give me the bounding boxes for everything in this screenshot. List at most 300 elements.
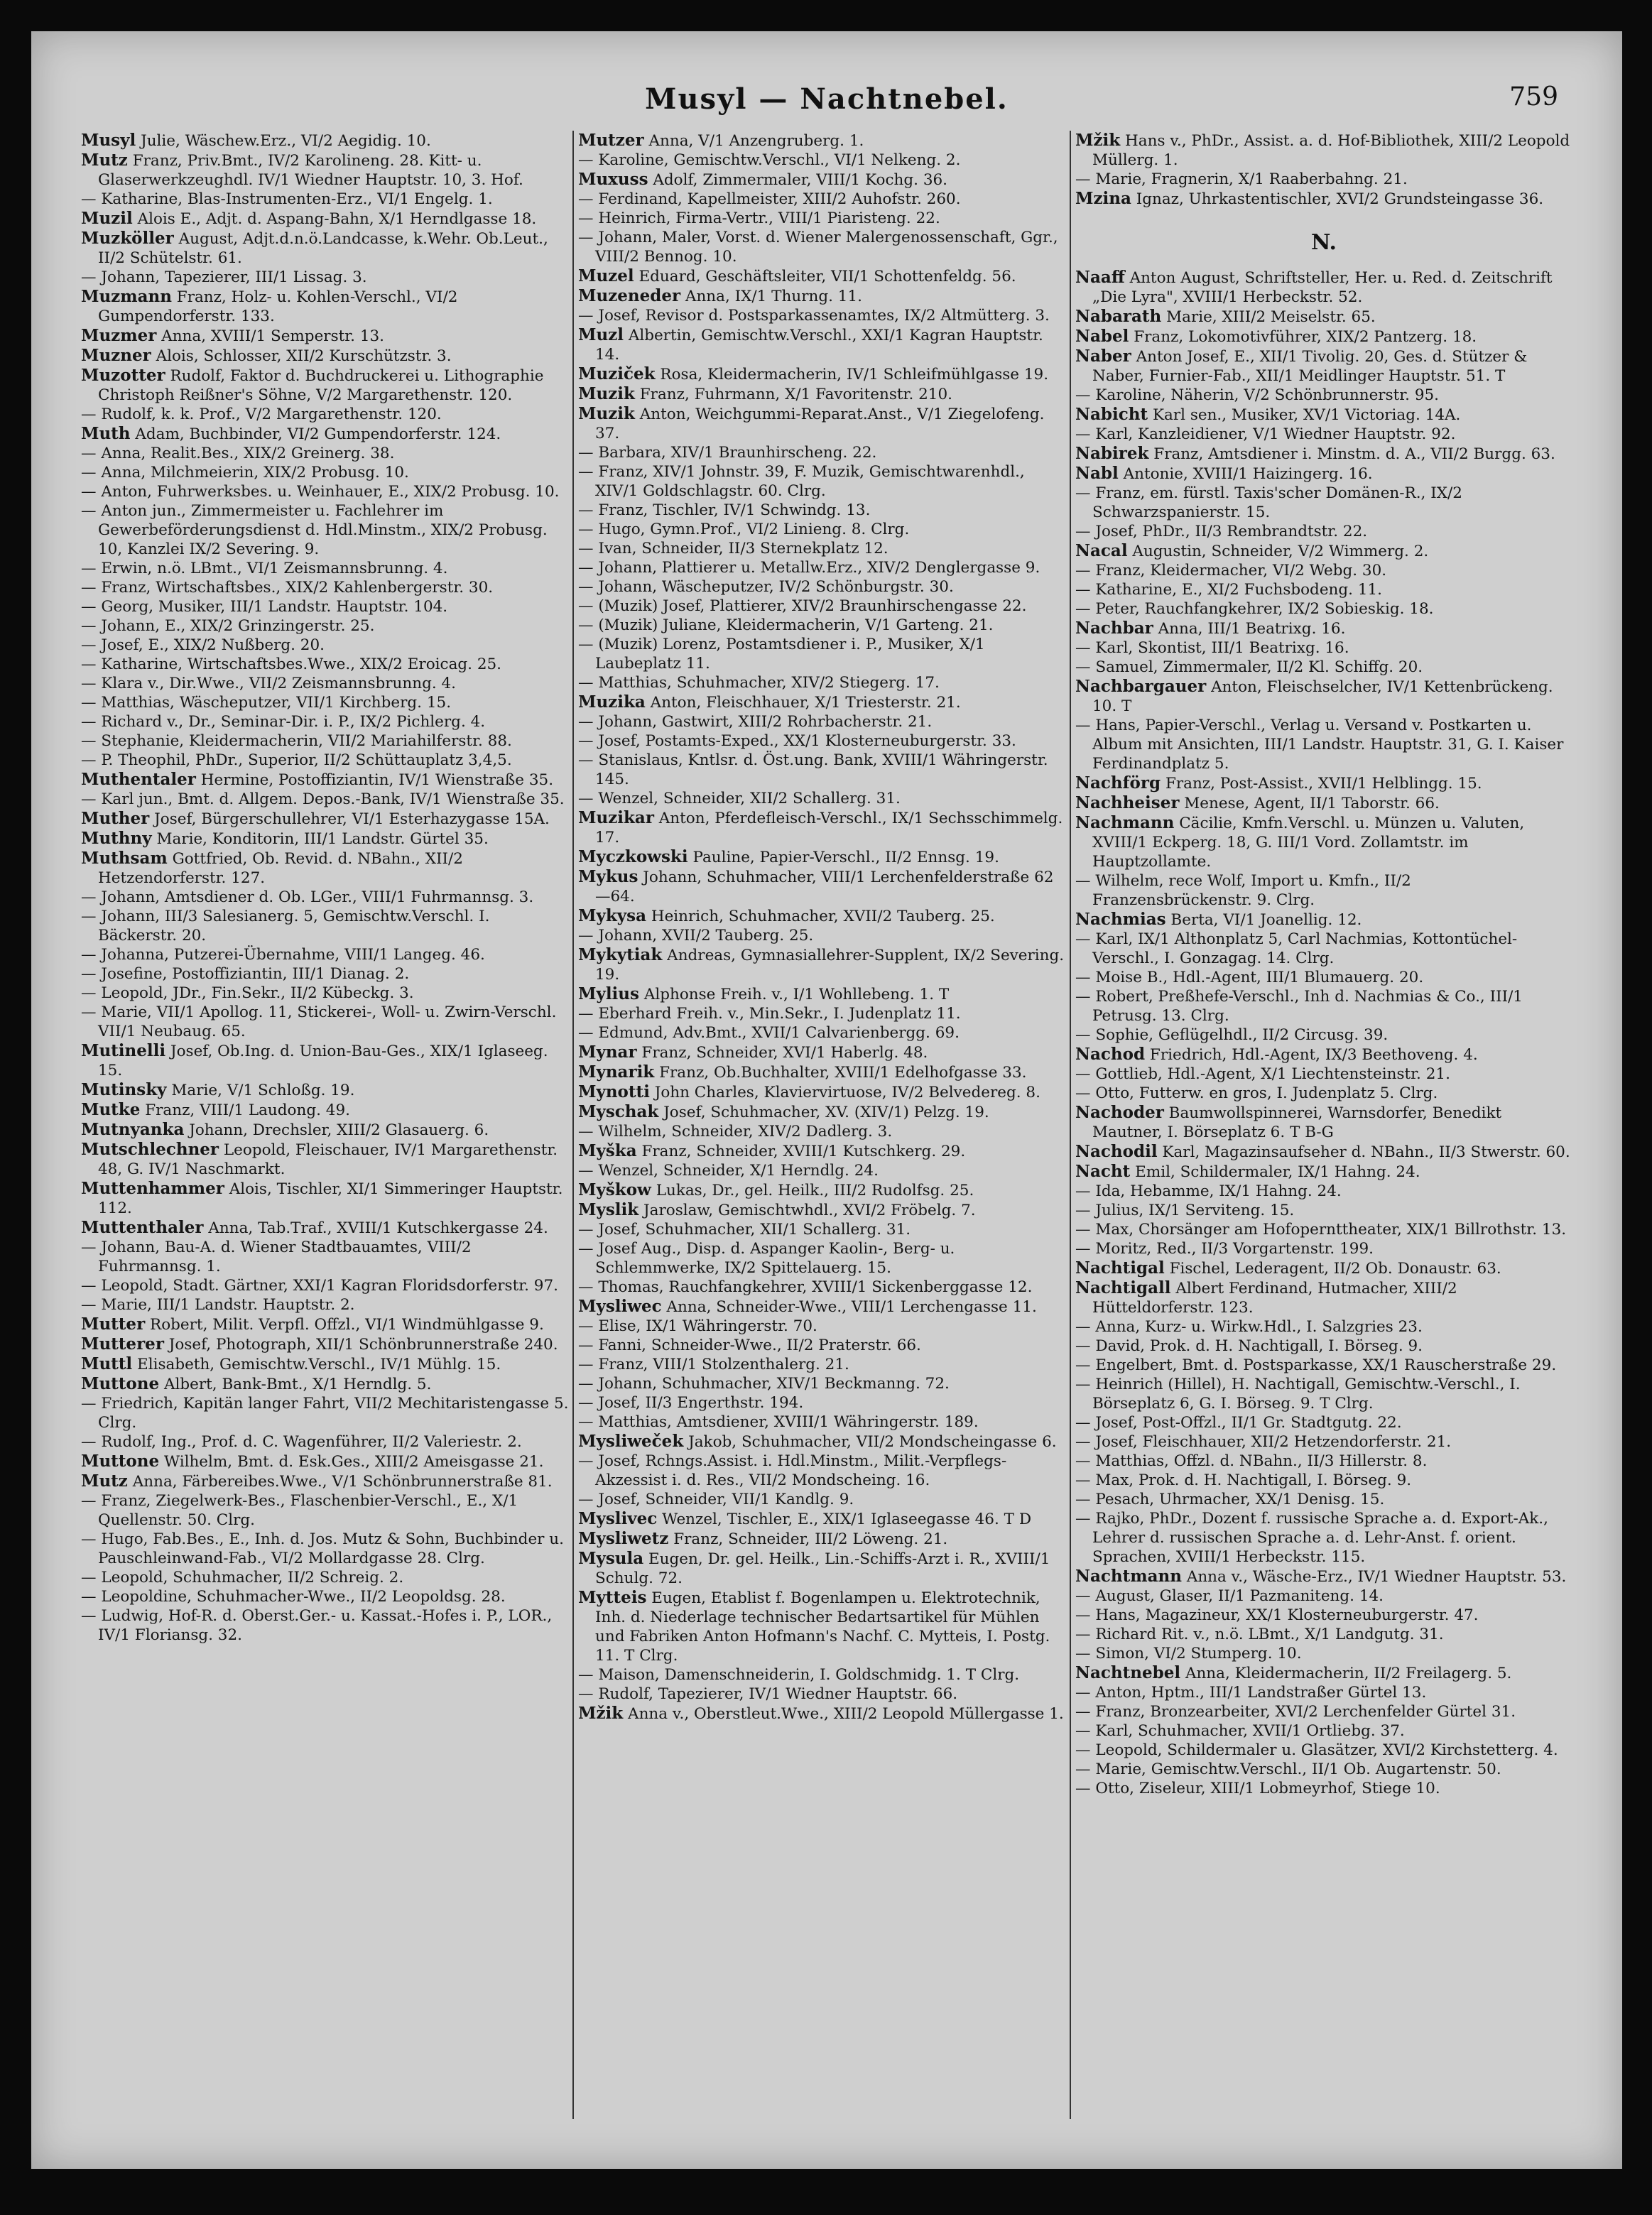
entry-details: — Katharine, E., XI/2 Fuchsbodeng. 11. — [1075, 581, 1383, 599]
directory-entry — [578, 501, 1068, 520]
entry-details: Eduard, Geschäftsleiter, VII/1 Schottenfeldg. 56. — [638, 268, 1016, 285]
entry-surname: Myslivec — [578, 1509, 658, 1528]
entry-details: — Leopoldine, Schuhmacher-Wwe., II/2 Leopoldsg. 28. — [81, 1588, 506, 1606]
entry-details: John Charles, Klaviervirtuose, IV/2 Belvedereg. 8. — [654, 1084, 1040, 1101]
directory-entry — [1075, 425, 1572, 444]
entry-details: Friedrich, Hdl.-Agent, IX/3 Beethoveng. 4. — [1149, 1046, 1478, 1064]
entry-details: Franz, VIII/1 Laudong. 49. — [145, 1101, 350, 1119]
entry-details: — Josef, Schneider, VII/1 Kandlg. 9. — [578, 1491, 854, 1508]
entry-surname: Mutter — [81, 1315, 146, 1334]
directory-page — [31, 31, 1622, 2169]
directory-entry — [578, 1588, 1068, 1665]
entry-details: Andreas, Gymnasiallehrer-Supplent, IX/2 Severing. 19. — [595, 947, 1065, 984]
directory-entry — [81, 1606, 571, 1645]
directory-entry — [81, 616, 571, 636]
directory-entry — [1075, 561, 1572, 580]
entry-details: — Johanna, Putzerei-Übernahme, VIII/1 Langeg. 46. — [81, 946, 485, 964]
entry-details: Anna, III/1 Beatrixg. 16. — [1158, 620, 1346, 638]
directory-entry — [81, 1238, 571, 1276]
entry-surname: Mzina — [1075, 189, 1131, 208]
entry-details: Albertin, Gemischtw.Verschl., XXI/1 Kagran Hauptstr. 14. — [595, 327, 1043, 364]
directory-entry — [578, 443, 1068, 462]
directory-entry — [81, 655, 571, 674]
entry-details: — Johann, Wäscheputzer, IV/2 Schönburgstr. 30. — [578, 578, 954, 596]
entry-surname: Mykytiak — [578, 945, 663, 964]
entry-details: — Marie, VII/1 Apollog. 11, Stickerei-, Woll- u. Zwirn-Verschl. VII/1 Neubaug. 65. — [81, 1003, 557, 1040]
entry-surname: Muziček — [578, 364, 656, 383]
directory-entry — [578, 286, 1068, 306]
entry-details: — Stanislaus, Kntlsr. d. Öst.ung. Bank, XVIII/1 Währingerstr. 145. — [578, 751, 1048, 788]
entry-details: Karl, Magazinsaufseher d. NBahn., II/3 Stwerstr. 60. — [1162, 1143, 1570, 1161]
directory-entry — [81, 770, 571, 790]
entry-details: — Hans, Magazineur, XX/1 Klosterneuburgerstr. 47. — [1075, 1606, 1479, 1624]
entry-surname: Nachtigall — [1075, 1278, 1171, 1297]
entry-details: — Anna, Milchmeierin, XIX/2 Probusg. 10. — [81, 464, 409, 481]
directory-entry — [578, 1490, 1068, 1509]
entry-details: — Friedrich, Kapitän langer Fahrt, VII/2 Mechitaristengasse 5. Clrg. — [81, 1395, 569, 1432]
directory-entry — [81, 1140, 571, 1179]
entry-details: Eugen, Etablist f. Bogenlampen u. Elektrotechnik, Inh. d. Niederlage technischer Bedartsartikel für Mühlen und Fabriken Anton Hofmann's Nachf. C. Mytteis, I. Postg. 11. T Clrg. — [595, 1589, 1050, 1665]
directory-entry — [1075, 1452, 1572, 1471]
directory-entry — [81, 1432, 571, 1452]
entry-details: — Leopold, Schildermaler u. Glasätzer, XVI/2 Kirchstetterg. 4. — [1075, 1741, 1558, 1759]
directory-entry — [578, 384, 1068, 404]
directory-entry — [578, 867, 1068, 906]
entry-details: — Anna, Kurz- u. Wirkw.Hdl., I. Salzgries 23. — [1075, 1318, 1423, 1336]
entry-surname: Nabirek — [1075, 444, 1149, 463]
directory-entry — [81, 578, 571, 597]
directory-entry — [1075, 170, 1572, 189]
directory-entry — [578, 1336, 1068, 1355]
directory-entry — [81, 1471, 571, 1491]
entry-details: — Franz, Ziegelwerk-Bes., Flaschenbier-Verschl., E., X/1 Quellenstr. 50. Clrg. — [81, 1492, 518, 1529]
entry-surname: Myškow — [578, 1180, 651, 1199]
directory-entry — [578, 1509, 1068, 1529]
page-number: 759 — [1509, 82, 1558, 111]
entry-details: Anna, Kleidermacherin, II/2 Freilagerg. 5. — [1185, 1665, 1512, 1682]
entry-surname: Nachodil — [1075, 1142, 1158, 1161]
directory-entry — [81, 1080, 571, 1100]
directory-entry — [81, 1003, 571, 1041]
directory-entry — [578, 404, 1068, 443]
directory-entry — [578, 1180, 1068, 1200]
directory-entry — [81, 636, 571, 655]
column-left — [81, 131, 571, 2119]
entry-details: — Gottlieb, Hdl.-Agent, X/1 Liechtensteinstr. 21. — [1075, 1065, 1450, 1083]
entry-surname: Mynotti — [578, 1082, 650, 1101]
entry-details: Alois E., Adjt. d. Aspang-Bahn, X/1 Herndlgasse 18. — [137, 210, 537, 228]
entry-details: Fischel, Lederagent, II/2 Ob. Donaustr. 63. — [1169, 1260, 1501, 1278]
directory-entry — [1075, 1182, 1572, 1201]
entry-details: Anna v., Wäsche-Erz., IV/1 Wiedner Hauptstr. 53. — [1186, 1568, 1567, 1586]
directory-entry — [578, 906, 1068, 926]
directory-entry — [1075, 677, 1572, 716]
directory-entry — [578, 1141, 1068, 1161]
entry-details: — Samuel, Zimmermaler, II/2 Kl. Schiffg. 20. — [1075, 658, 1423, 676]
entry-details: — Fanni, Schneider-Wwe., II/2 Praterstr. 66. — [578, 1337, 921, 1354]
entry-surname: Mysula — [578, 1549, 644, 1568]
directory-entry — [578, 926, 1068, 945]
entry-details: — Matthias, Amtsdiener, XVIII/1 Währingerstr. 189. — [578, 1413, 979, 1431]
entry-details: — Franz, Bronzearbeiter, XVI/2 Lerchenfelder Gürtel 31. — [1075, 1703, 1516, 1721]
directory-entry — [1075, 386, 1572, 405]
entry-details: — Marie, Gemischtw.Verschl., II/1 Ob. Augartenstr. 50. — [1075, 1760, 1501, 1778]
entry-surname: Nachbargauer — [1075, 677, 1207, 696]
entry-details: — Karl, Kanzleidiener, V/1 Wiedner Hauptstr. 92. — [1075, 425, 1456, 443]
entry-surname: Muxuss — [578, 170, 648, 189]
directory-entry — [1075, 619, 1572, 638]
directory-entry — [81, 463, 571, 482]
entry-surname: Nabicht — [1075, 405, 1148, 424]
entry-details: — Max, Prok. d. H. Nachtigall, I. Börseg. 9. — [1075, 1471, 1412, 1489]
directory-entry — [81, 131, 571, 151]
directory-entry — [578, 1529, 1068, 1549]
directory-entry — [578, 712, 1068, 731]
entry-details: Cäcilie, Kmfn.Verschl. u. Münzen u. Valuten, XVIII/1 Eckperg. 18, G. III/1 Vord. Zollamtstr. im Hauptzollamte. — [1092, 815, 1525, 871]
directory-entry — [81, 1374, 571, 1394]
directory-entry — [81, 888, 571, 907]
entry-details: — Johann, Tapezierer, III/1 Lissag. 3. — [81, 268, 367, 286]
entry-details: — Simon, VI/2 Stumperg. 10. — [1075, 1645, 1302, 1662]
directory-entry — [1075, 1337, 1572, 1356]
directory-entry — [1075, 580, 1572, 599]
directory-entry — [1075, 268, 1572, 307]
entry-details: — Karl jun., Bmt. d. Allgem. Depos.-Bank, IV/1 Wienstraße 35. — [81, 790, 565, 808]
entry-details: Ignaz, Uhrkastentischler, XVI/2 Grundsteingasse 36. — [1136, 190, 1544, 208]
column-right — [1075, 131, 1572, 2119]
directory-entry — [1075, 1162, 1572, 1182]
directory-entry — [1075, 1606, 1572, 1625]
entry-details: — Josef, Postamts-Exped., XX/1 Klosterneuburgerstr. 33. — [578, 732, 1016, 750]
entry-surname: Muthny — [81, 829, 152, 848]
directory-entry — [1075, 1644, 1572, 1663]
entry-details: — Karl, Schuhmacher, XVII/1 Ortliebg. 37. — [1075, 1722, 1405, 1740]
directory-entry — [1075, 1567, 1572, 1587]
entry-details: — Anton, Fuhrwerksbes. u. Weinhauer, E., XIX/2 Probusg. 10. — [81, 483, 560, 501]
entry-surname: Musyl — [81, 131, 136, 150]
directory-entry — [1075, 1239, 1572, 1258]
entry-surname: Naaff — [1075, 268, 1125, 287]
entry-details: Anna, Färbereibes.Wwe., V/1 Schönbrunnerstraße 81. — [132, 1473, 553, 1491]
entry-details: August, Adjt.d.n.ö.Landcasse, k.Wehr. Ob.Leut., II/2 Schütelstr. 61. — [98, 230, 548, 267]
entry-details: — Engelbert, Bmt. d. Postsparkasse, XX/1 Rauscherstraße 29. — [1075, 1356, 1557, 1374]
directory-entry — [578, 635, 1068, 673]
directory-entry — [81, 693, 571, 712]
directory-entry — [81, 287, 571, 326]
entry-details: — Josef, Fleischhauer, XII/2 Hetzendorferstr. 21. — [1075, 1433, 1452, 1451]
entry-details: Josef, Ob.Ing. d. Union-Bau-Ges., XIX/1 Iglaseeg. 15. — [98, 1043, 548, 1079]
directory-entry — [81, 1491, 571, 1530]
entry-surname: Muzotter — [81, 366, 165, 385]
directory-entry — [578, 325, 1068, 364]
directory-entry — [578, 151, 1068, 170]
entry-details: — Karoline, Näherin, V/2 Schönbrunnerstr. 95. — [1075, 386, 1440, 404]
directory-entry — [81, 1354, 571, 1374]
directory-entry — [1075, 444, 1572, 464]
entry-surname: Muzl — [578, 325, 624, 344]
entry-details: — Wilhelm, Schneider, XIV/2 Dadlerg. 3. — [578, 1123, 893, 1141]
entry-details: Lukas, Dr., gel. Heilk., III/2 Rudolfsg. 25. — [656, 1182, 974, 1199]
directory-entry — [578, 364, 1068, 384]
directory-entry — [1075, 327, 1572, 347]
directory-entry — [81, 444, 571, 463]
entry-details: Albert Ferdinand, Hutmacher, XIII/2 Hütteldorferstr. 123. — [1092, 1280, 1457, 1317]
entry-details: — David, Prok. d. H. Nachtigall, I. Börseg. 9. — [1075, 1337, 1423, 1355]
directory-entry — [1075, 638, 1572, 658]
directory-entry — [1075, 1084, 1572, 1103]
directory-entry — [81, 1295, 571, 1315]
entry-surname: Myschak — [578, 1102, 659, 1121]
directory-entry — [81, 1218, 571, 1238]
entry-details: — Max, Chorsänger am Hofopernttheater, XIX/1 Billrothstr. 13. — [1075, 1221, 1567, 1239]
entry-surname: Mžik — [578, 1704, 624, 1723]
entry-details: — Ferdinand, Kapellmeister, XIII/2 Auhofstr. 260. — [578, 190, 961, 208]
directory-entry — [578, 1432, 1068, 1452]
column-divider — [1070, 131, 1071, 2119]
directory-entry — [578, 597, 1068, 616]
entry-surname: Mutz — [81, 1471, 128, 1491]
entry-surname: Mytteis — [578, 1588, 647, 1607]
entry-details: Jaroslaw, Gemischtwhdl., XVI/2 Fröbelg. 7. — [643, 1202, 976, 1219]
directory-entry — [81, 674, 571, 693]
directory-entry — [578, 731, 1068, 751]
entry-surname: Mutschlechner — [81, 1140, 219, 1159]
entry-details: Anna, XVIII/1 Semperstr. 13. — [161, 327, 385, 345]
entry-details: Gottfried, Ob. Revid. d. NBahn., XII/2 Hetzendorferstr. 127. — [98, 850, 463, 887]
entry-details: Johann, Schuhmacher, VIII/1 Lerchenfelderstraße 62—64. — [595, 869, 1054, 905]
directory-entry — [1075, 716, 1572, 773]
directory-entry — [1075, 1278, 1572, 1317]
directory-entry — [578, 1665, 1068, 1685]
entry-details: — Johann, Maler, Vorst. d. Wiener Malergenossenschaft, Ggr., VIII/2 Bennog. 10. — [578, 229, 1058, 266]
entry-details: — Josefine, Postoffiziantin, III/1 Dianag. 2. — [81, 965, 410, 983]
entry-details: Anton August, Schriftsteller, Her. u. Red. d. Zeitschrift „Die Lyra", XVIII/1 Herbeckstr. 52. — [1092, 269, 1553, 306]
directory-entry — [1075, 307, 1572, 327]
directory-entry — [1075, 347, 1572, 386]
directory-entry — [81, 190, 571, 209]
directory-entry — [578, 1297, 1068, 1317]
entry-details: Franz, Holz- u. Kohlen-Verschl., VI/2 Gumpendorferstr. 133. — [98, 288, 458, 325]
directory-entry — [81, 366, 571, 405]
directory-entry — [578, 616, 1068, 635]
entry-details: Anton, Weichgummi-Reparat.Anst., V/1 Ziegelofeng. 37. — [595, 406, 1045, 442]
directory-entry — [1075, 1317, 1572, 1337]
directory-entry — [578, 1102, 1068, 1122]
entry-surname: Mutinsky — [81, 1080, 167, 1099]
entry-details: Anton, Pferdefleisch-Verschl., IX/1 Sechsschimmelg. 17. — [595, 810, 1063, 847]
entry-details: Emil, Schildermaler, IX/1 Hahng. 24. — [1135, 1163, 1420, 1181]
entry-details: Franz, Fuhrmann, X/1 Favoritenstr. 210. — [639, 386, 953, 403]
entry-details: Franz, Schneider, XVIII/1 Kutschkerg. 29. — [641, 1143, 966, 1160]
directory-entry — [81, 1334, 571, 1354]
directory-entry — [81, 1120, 571, 1140]
directory-entry — [578, 789, 1068, 808]
entry-details: — Heinrich (Hillel), H. Nachtigall, Gemischtw.-Verschl., I. Börseplatz 6, G. I. Börseg. 9. T Clrg. — [1075, 1376, 1521, 1413]
entry-details: — August, Glaser, II/1 Pazmaniteng. 14. — [1075, 1587, 1384, 1605]
entry-surname: Mutterer — [81, 1334, 164, 1354]
directory-entry — [578, 1355, 1068, 1374]
entry-details: — Moritz, Red., II/3 Vorgartenstr. 199. — [1075, 1240, 1374, 1258]
entry-surname: Mysliweček — [578, 1432, 684, 1451]
directory-entry — [81, 405, 571, 424]
entry-details: Franz, Ob.Buchhalter, XVIII/1 Edelhofgasse 33. — [659, 1064, 1027, 1082]
entry-surname: Nachtigal — [1075, 1258, 1165, 1278]
section-heading: N. — [1311, 230, 1337, 255]
entry-details: — Katharine, Blas-Instrumenten-Erz., VI/1 Engelg. 1. — [81, 190, 493, 208]
entry-details: Anna, Tab.Traf., XVIII/1 Kutschkergasse 24. — [208, 1219, 548, 1237]
directory-entry — [578, 1161, 1068, 1180]
entry-details: Anton, Fleischhauer, X/1 Triesterstr. 21. — [650, 694, 961, 712]
directory-entry — [578, 1220, 1068, 1239]
entry-details: — (Muzik) Juliane, Kleidermacherin, V/1 Garteng. 21. — [578, 616, 994, 634]
entry-details: Augustin, Schneider, V/2 Wimmerg. 2. — [1132, 543, 1429, 560]
entry-details: Rudolf, Faktor d. Buchdruckerei u. Lithographie Christoph Reißner's Söhne, V/2 Margarethenstr. 120. — [98, 367, 544, 404]
entry-surname: Nachoder — [1075, 1103, 1164, 1122]
directory-entry — [578, 1685, 1068, 1704]
directory-entry — [578, 131, 1068, 151]
directory-entry — [1075, 1258, 1572, 1278]
directory-entry — [1075, 522, 1572, 541]
entry-details: — Matthias, Offzl. d. NBahn., II/3 Hillerstr. 8. — [1075, 1452, 1428, 1470]
entry-details: — Klara v., Dir.Wwe., VII/2 Zeismannsbrunng. 4. — [81, 675, 457, 692]
entry-details: Albert, Bank-Bmt., X/1 Herndlg. 5. — [163, 1376, 432, 1393]
directory-entry — [1075, 1375, 1572, 1413]
directory-entry — [1075, 658, 1572, 677]
directory-entry — [81, 501, 571, 559]
entry-surname: Nachförg — [1075, 773, 1161, 793]
entry-details: — Wilhelm, rece Wolf, Import u. Kmfn., II/2 Franzensbrückenstr. 9. Clrg. — [1075, 872, 1411, 909]
directory-entry — [1075, 1625, 1572, 1644]
entry-details: — Marie, Fragnerin, X/1 Raaberbahng. 21. — [1075, 170, 1408, 188]
entry-details: Pauline, Papier-Verschl., II/2 Ennsg. 19. — [692, 849, 999, 866]
directory-entry — [1075, 1065, 1572, 1084]
entry-details: — Franz, VIII/1 Stolzenthalerg. 21. — [578, 1356, 849, 1373]
entry-details: Marie, Konditorin, III/1 Landstr. Gürtel 35. — [156, 830, 489, 848]
entry-details: — Franz, em. fürstl. Taxis'scher Domänen-R., IX/2 Schwarzspanierstr. 15. — [1075, 484, 1462, 521]
entry-details: Rosa, Kleidermacherin, IV/1 Schleifmühlgasse 19. — [660, 366, 1049, 383]
entry-surname: Nachbar — [1075, 619, 1153, 638]
entry-details: — Josef, Rchngs.Assist. i. Hdl.Minstm., Milit.-Verpflegs-Akzessist i. d. Res., VII/2 Mondscheing. 16. — [578, 1452, 1007, 1489]
entry-details: Berta, VI/1 Joanellig. 12. — [1170, 911, 1362, 929]
entry-surname: Mutzer — [578, 131, 644, 150]
entry-details: Franz, Amtsdiener i. Minstm. d. A., VII/2 Burgg. 63. — [1153, 445, 1555, 463]
entry-details: — Anton, Hptm., III/1 Landstraßer Gürtel 13. — [1075, 1684, 1427, 1702]
entry-details: Wilhelm, Bmt. d. Esk.Ges., XIII/2 Ameisgasse 21. — [163, 1453, 544, 1471]
directory-entry — [1075, 1683, 1572, 1702]
entry-details: Alphonse Freih. v., I/1 Wohllebeng. 1. T — [643, 986, 950, 1003]
entry-surname: Muthsam — [81, 849, 168, 868]
directory-entry — [81, 1452, 571, 1471]
entry-details: — Hugo, Fab.Bes., E., Inh. d. Jos. Mutz & Sohn, Buchbinder u. Pauschleinwand-Fab., VI/2 Mollardgasse 28. Clrg. — [81, 1530, 564, 1567]
entry-details: — Josef, Revisor d. Postsparkassenamtes, IX/2 Altmütterg. 3. — [578, 307, 1050, 325]
directory-entry — [81, 849, 571, 888]
entry-details: Baumwollspinnerei, Warnsdorfer, Benedikt Mautner, I. Börseplatz 6. T B-G — [1092, 1104, 1502, 1141]
entry-surname: Nachod — [1075, 1045, 1146, 1064]
entry-details: — Johann, Schuhmacher, XIV/1 Beckmanng. 72. — [578, 1375, 950, 1393]
entry-surname: Nachmias — [1075, 910, 1166, 929]
entry-details: Robert, Milit. Verpfl. Offzl., VI/1 Windmühlgasse 9. — [150, 1316, 544, 1334]
directory-entry — [81, 229, 571, 268]
entry-surname: Myslik — [578, 1200, 639, 1219]
entry-surname: Muther — [81, 809, 150, 828]
directory-entry — [81, 209, 571, 229]
directory-entry — [1075, 793, 1572, 813]
entry-surname: Muttenthaler — [81, 1218, 204, 1237]
directory-entry — [1075, 1356, 1572, 1375]
entry-details: — Josef, PhDr., II/3 Rembrandtstr. 22. — [1075, 523, 1368, 540]
directory-entry — [578, 209, 1068, 228]
directory-entry — [578, 1004, 1068, 1023]
entry-details: — Josef, II/3 Engerthstr. 194. — [578, 1394, 804, 1412]
entry-details: Jakob, Schuhmacher, VII/2 Mondscheingasse 6. — [688, 1433, 1057, 1451]
entry-details: — Ivan, Schneider, II/3 Sternekplatz 12. — [578, 540, 889, 557]
directory-entry — [1075, 1142, 1572, 1162]
directory-entry — [81, 326, 571, 346]
entry-surname: Muttl — [81, 1354, 133, 1373]
entry-surname: Mylius — [578, 984, 639, 1003]
entry-details: — Ludwig, Hof-R. d. Oberst.Ger.- u. Kassat.-Hofes i. P., LOR., IV/1 Floriansg. 32. — [81, 1607, 553, 1644]
entry-details: Anton, Fleischselcher, IV/1 Kettenbrückeng. 10. T — [1092, 678, 1553, 715]
entry-details: — Thomas, Rauchfangkehrer, XVIII/1 Sickenberggasse 12. — [578, 1278, 1033, 1296]
entry-surname: Nabel — [1075, 327, 1129, 346]
directory-entry — [578, 558, 1068, 577]
directory-entry — [1075, 871, 1572, 910]
entry-details: Heinrich, Schuhmacher, XVII/2 Tauberg. 25. — [651, 908, 995, 925]
entry-surname: Muzner — [81, 346, 151, 365]
entry-details: — Karl, IX/1 Althonplatz 5, Carl Nachmias, Kottontüchel-Verschl., I. Gonzagag. 14. Clrg. — [1075, 930, 1518, 967]
directory-entry — [578, 1062, 1068, 1082]
entry-details: Franz, Priv.Bmt., IV/2 Karolineng. 28. Kitt- u. Glaserwerkzeughdl. IV/1 Wiedner Hauptstr. 10, 3. Hof. — [98, 152, 523, 189]
entry-details: — Johann, Bau-A. d. Wiener Stadtbauamtes, VIII/2 Fuhrmannsg. 1. — [81, 1239, 472, 1275]
directory-entry — [1075, 1721, 1572, 1741]
entry-surname: Mutz — [81, 151, 128, 170]
entry-details: — Leopold, JDr., Fin.Sekr., II/2 Kübeckg. 3. — [81, 984, 414, 1002]
page-title: Musyl — Nachtnebel. — [645, 82, 1009, 116]
entry-details: — Johann, E., XIX/2 Grinzingerstr. 25. — [81, 617, 375, 635]
entry-details: Eugen, Dr. gel. Heilk., Lin.-Schiffs-Arzt i. R., XVIII/1 Schulg. 72. — [595, 1550, 1050, 1587]
directory-entry — [578, 170, 1068, 190]
directory-entry — [1075, 1103, 1572, 1142]
entry-surname: Muzik — [578, 404, 635, 423]
directory-entry — [81, 1100, 571, 1120]
directory-entry — [1075, 1509, 1572, 1567]
directory-entry — [1075, 987, 1572, 1025]
entry-details: — Anna, Realit.Bes., XIX/2 Greinerg. 38. — [81, 445, 395, 462]
entry-details: Menese, Agent, II/1 Taborstr. 66. — [1184, 795, 1440, 812]
entry-surname: Mynarik — [578, 1062, 655, 1082]
directory-entry — [1075, 541, 1572, 561]
directory-entry — [81, 1041, 571, 1080]
directory-entry — [578, 1374, 1068, 1393]
entry-details: — Richard v., Dr., Seminar-Dir. i. P., IX/2 Pichlerg. 4. — [81, 713, 486, 731]
entry-details: Marie, XIII/2 Meiselstr. 65. — [1166, 308, 1376, 326]
directory-entry — [578, 520, 1068, 539]
entry-surname: Mutinelli — [81, 1041, 166, 1060]
entry-details: Johann, Drechsler, XIII/2 Glasauerg. 6. — [189, 1121, 489, 1139]
directory-entry — [81, 1587, 571, 1606]
entry-details: — Richard Rit. v., n.ö. LBmt., X/1 Landgutg. 31. — [1075, 1626, 1444, 1643]
entry-details: — Franz, Wirtschaftsbes., XIX/2 Kahlenbergerstr. 30. — [81, 579, 494, 597]
directory-entry — [1075, 910, 1572, 930]
entry-surname: Nachtmann — [1075, 1567, 1182, 1586]
entry-surname: Muzköller — [81, 229, 174, 248]
directory-entry — [81, 1179, 571, 1218]
entry-details: — Erwin, n.ö. LBmt., VI/1 Zeismannsbrunng. 4. — [81, 560, 448, 577]
directory-entry — [578, 1278, 1068, 1297]
entry-details: — Robert, Preßhefe-Verschl., Inh d. Nachmias & Co., III/1 Petrusg. 13. Clrg. — [1075, 988, 1523, 1025]
entry-details: — Josef, E., XIX/2 Nußberg. 20. — [81, 636, 325, 654]
entry-surname: Nabarath — [1075, 307, 1162, 326]
